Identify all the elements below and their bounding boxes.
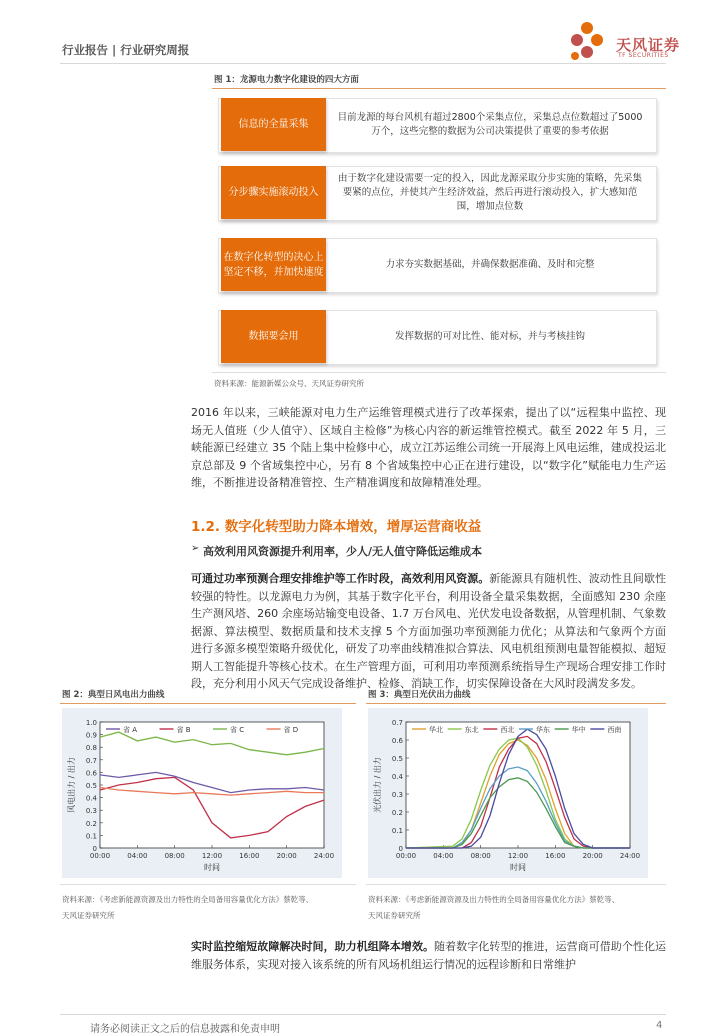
figure2-bottom-rule (60, 884, 356, 885)
figure2-plot-area (100, 722, 324, 848)
figure1-row-4-text: 发挥数据的可对比性、能对标，并与考核挂钩 (394, 330, 585, 342)
figure3-xtick-label: 16:00 (545, 852, 566, 860)
figure2-xtick-label: 00:00 (89, 852, 111, 860)
figure3-xtick-label: 00:00 (395, 852, 417, 860)
paragraph-2-lead: 可通过功率预测合理安排维护等工作时段，高效利用风资源。 (191, 572, 490, 585)
paragraph-2 (191, 570, 666, 693)
figure3-legend-label-4: 华东 (536, 726, 550, 734)
figure3-ytick-label: 0.1 (391, 827, 403, 835)
figure3-ylabel: 光伏出力 / 出力 (373, 757, 382, 813)
figure3-xtick-label: 12:00 (507, 852, 529, 860)
figure3-ytick-label: 0 (398, 845, 403, 853)
figure1-row-3-label: 在数字化转型的决心上坚定不移，并加快速度 (221, 238, 326, 291)
figure2-ytick-label: 0.1 (85, 832, 97, 841)
figure1-row-1-label: 信息的全量采集 (221, 98, 326, 151)
figure3-legend-label-3: 西北 (500, 726, 515, 734)
figure2-xtick-label: 16:00 (239, 852, 260, 860)
figure2-ytick-label: 0.2 (85, 819, 97, 828)
figure2-ytick-label: 0.4 (85, 794, 97, 803)
figure3-chart (368, 708, 648, 878)
figure2-xtick-label: 24:00 (313, 852, 335, 860)
figure2-ytick-label: 1.0 (85, 719, 97, 727)
figure3-xtick-label: 08:00 (470, 852, 491, 860)
figure2-legend-label-3: 省 C (230, 726, 245, 734)
figure1-bottom-rule (212, 372, 666, 373)
figure2-xtick-label: 04:00 (127, 852, 148, 860)
footer-divider (60, 1014, 666, 1015)
figure2-xlabel: 时间 (204, 863, 220, 872)
paragraph-1: 2016 年以来，三峡能源对电力生产运维管理模式进行了改革探索，提出了以“远程集中监控、现场无人值班（少人值守）、区域自主检修”为核心内容的新运维管控模式。截至 2022 年 5 月，三峡能源已经建立 35 个陆上集中检修中心，成立江苏运维公司统一开展海上风电运维，建成投运北京总部及 9 个省域集控中心，另有 8 个省域集控中心正在进行建设，以“数字化”赋能电力生产运维，不断推进设备精准管控、生产精准调度和故障精准处理。 (191, 406, 666, 489)
figure2-ytick-label: 0.9 (85, 731, 97, 740)
figure1-row-2-text: 由于数字化建设需要一定的投入，因此龙源采取分步实施的策略，先采集要紧的点位，并使其产生经济效益，然后再进行滚动投入，扩大感知范围，增加点位数 (337, 172, 642, 212)
figure3-source-line1: 资料来源：《考虑新能源资源及出力特性的全局备用容量优化方法》蔡乾等、 (368, 895, 620, 904)
figure2-xtick-label: 12:00 (201, 852, 223, 860)
figure1-source: 资料来源：能源新媒公众号、天风证券研究所 (214, 379, 364, 388)
paragraph-3-lead: 实时监控缩短故障解决时间，助力机组降本增效。 (191, 940, 435, 953)
figure2-caption: 图 2：典型日风电出力曲线 (62, 690, 165, 700)
figure2-legend-label-2: 省 B (176, 726, 191, 734)
figure3-legend-label-2: 东北 (464, 726, 479, 734)
figure2-legend-label-4: 省 D (283, 726, 299, 734)
figure1-row-1-text: 目前龙源的每台风机有超过2800个采集点位，采集总点位数超过了5000万个，这些完整的数据为公司决策提供了重要的参考依据 (337, 111, 643, 137)
figure3-xlabel: 时间 (510, 863, 526, 872)
figure3-caption: 图 3：典型日光伏出力曲线 (368, 690, 471, 700)
figure1-caption: 图 1：龙源电力数字化建设的四大方面 (214, 75, 359, 85)
figure3-xtick-label: 24:00 (619, 852, 641, 860)
logo-text-en: TF SECURITIES (618, 52, 669, 59)
logo-mark-icon (567, 20, 615, 64)
report-type: 行业报告 | 行业研究周报 (62, 43, 190, 57)
figure3-plot-area (406, 722, 630, 848)
section-bullet: 高效利用风资源提升利用率，少人/无人值守降低运维成本 (203, 545, 483, 558)
figure2-caption-rule (60, 703, 356, 704)
figure3-caption-rule (366, 703, 666, 704)
figure2-ytick-label: 0.7 (85, 756, 97, 765)
figure1-row-4-label: 数据要会用 (221, 310, 326, 363)
paragraph-3 (191, 938, 666, 973)
figure2-legend-label-1: 省 A (123, 726, 138, 734)
figure3-legend-label-6: 西南 (607, 726, 622, 734)
figure2-source-line2: 天风证券研究所 (62, 911, 115, 920)
figure3-bottom-rule (366, 884, 666, 885)
figure3-ytick-label: 0.2 (391, 809, 403, 817)
header-divider (60, 63, 666, 64)
figure3-ytick-label: 0.4 (391, 773, 403, 781)
figure3-source-line2: 天风证券研究所 (368, 911, 421, 920)
figure2-source-line1: 资料来源：《考虑新能源资源及出力特性的全局备用容量优化方法》蔡乾等、 (62, 895, 314, 904)
figure2-ytick-label: 0 (92, 845, 97, 853)
figure3-legend-label-5: 华中 (571, 726, 586, 734)
page-number: 4 (656, 1020, 663, 1031)
figure1-row-2-label: 分步骤实施滚动投入 (221, 166, 326, 219)
figure2-chart (62, 708, 342, 878)
figure2-ylabel: 风电出力 / 出力 (67, 757, 76, 813)
figure3-xtick-label: 04:00 (433, 852, 454, 860)
figure3-ytick-label: 0.3 (391, 791, 403, 799)
paragraph-3-body: 随着数字化转型的推进，运营商可借助个性化运维服务体系，实现对接入该系统的所有风场机组运行情况的远程诊断和日常维护 (191, 940, 666, 971)
figure3-ytick-label: 0.5 (391, 755, 403, 763)
figure2-xtick-label: 20:00 (276, 852, 297, 860)
figure2-xtick-label: 08:00 (164, 852, 185, 860)
figure1-caption-rule (212, 88, 666, 89)
figure2-ytick-label: 0.3 (85, 807, 97, 816)
logo-text-cn: 天风证券 (616, 36, 681, 54)
paragraph-2-body: 新能源具有随机性、波动性且间歇性较强的特性。以龙源电力为例，其基于数字化平台，利用设备全量采集数据，全面感知 230 余座生产测风塔、260 余座场站输变电设备、1.7 万台风电、光伏发电设备数据，从管理机制、气象数据源、算法模型、数据质量和技术支撑 5 个方面加强功率预测能力优化；从算法和气象两个方面进行多源多模型策略升级优化，研发了功率曲线精准拟合算法、风电机组预测电量智能模拟、超短期人工智能提升等核心技术。在生产管理方面，可利用功率预测系统指导生产现场合理安排工作时段，充分利用小风天气完成设备维护、检修、消缺工作，切实保障设备在大风时段满发多发。 (191, 572, 667, 690)
figure3-xtick-label: 20:00 (582, 852, 603, 860)
footer-disclaimer: 请务必阅读正文之后的信息披露和免责申明 (90, 1024, 280, 1035)
figure3-ytick-label: 0.6 (391, 737, 403, 745)
figure3-legend-label-1: 华北 (429, 726, 443, 734)
section-title: 1.2. 数字化转型助力降本增效，增厚运营商收益 (191, 519, 482, 535)
figure1-row-3-text: 力求夯实数据基础，并确保数据准确、及时和完整 (385, 258, 595, 270)
figure2-ytick-label: 0.8 (85, 744, 97, 753)
bullet-arrow-icon: ➢ (191, 543, 200, 554)
figure2-ytick-label: 0.5 (85, 782, 97, 790)
figure2-ytick-label: 0.6 (85, 769, 97, 778)
figure3-ytick-label: 0.7 (391, 719, 403, 727)
